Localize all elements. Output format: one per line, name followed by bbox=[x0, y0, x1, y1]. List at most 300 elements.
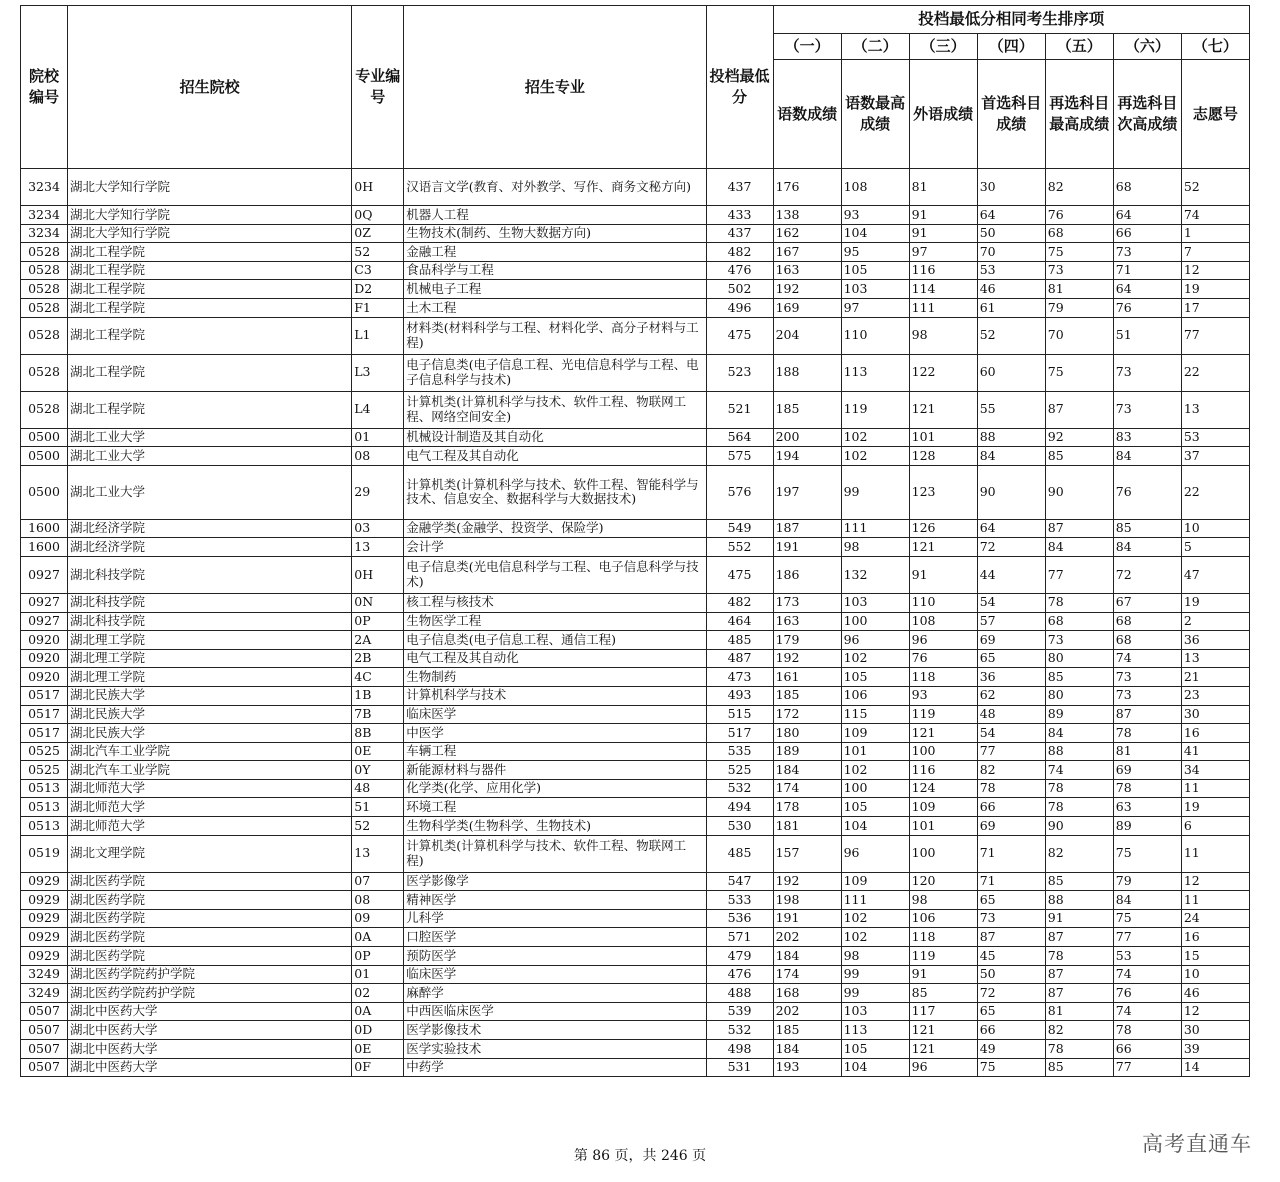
table-row bbox=[21, 909, 1250, 928]
order-1-cell: 191 bbox=[773, 909, 841, 928]
order-6-cell: 78 bbox=[1113, 724, 1181, 743]
major-code-cell: L3 bbox=[352, 354, 404, 391]
order-7-cell: 53 bbox=[1181, 428, 1249, 447]
min-score-cell: 539 bbox=[706, 1002, 773, 1021]
school-code-cell: 3234 bbox=[21, 169, 68, 206]
order-1-cell: 180 bbox=[773, 724, 841, 743]
table-row bbox=[21, 761, 1250, 780]
header-min-score: 投档最低分 bbox=[706, 6, 773, 169]
order-1-cell: 185 bbox=[773, 391, 841, 428]
order-6-cell: 87 bbox=[1113, 705, 1181, 724]
table-row bbox=[21, 317, 1250, 354]
order-1-cell: 188 bbox=[773, 354, 841, 391]
order-2-cell: 98 bbox=[841, 947, 909, 966]
order-4-cell: 36 bbox=[977, 668, 1045, 687]
order-4-cell: 60 bbox=[977, 354, 1045, 391]
order-7-cell: 41 bbox=[1181, 742, 1249, 761]
order-6-cell: 78 bbox=[1113, 779, 1181, 798]
order-5-cell: 91 bbox=[1045, 909, 1113, 928]
major-name-cell: 中医学 bbox=[404, 724, 706, 743]
order-3-cell: 96 bbox=[909, 1058, 977, 1077]
table-row bbox=[21, 465, 1250, 519]
order-5-cell: 79 bbox=[1045, 298, 1113, 317]
order-6-cell: 68 bbox=[1113, 612, 1181, 631]
table-row bbox=[21, 556, 1250, 593]
major-name-cell: 汉语言文学(教育、对外教学、写作、商务文秘方向) bbox=[404, 169, 706, 206]
school-code-cell: 0528 bbox=[21, 243, 68, 262]
school-name-cell: 湖北民族大学 bbox=[68, 724, 352, 743]
order-7-cell: 5 bbox=[1181, 538, 1249, 557]
school-code-cell: 0507 bbox=[21, 1021, 68, 1040]
major-code-cell: 02 bbox=[352, 984, 404, 1003]
order-4-cell: 49 bbox=[977, 1040, 1045, 1059]
order-4-cell: 64 bbox=[977, 206, 1045, 225]
order-5-cell: 75 bbox=[1045, 354, 1113, 391]
major-name-cell: 环境工程 bbox=[404, 798, 706, 817]
major-code-cell: 13 bbox=[352, 538, 404, 557]
min-score-cell: 494 bbox=[706, 798, 773, 817]
order-7-cell: 23 bbox=[1181, 686, 1249, 705]
order-6-cell: 74 bbox=[1113, 1002, 1181, 1021]
order-3-cell: 122 bbox=[909, 354, 977, 391]
order-1-cell: 187 bbox=[773, 519, 841, 538]
school-name-cell: 湖北师范大学 bbox=[68, 798, 352, 817]
major-name-cell: 金融学类(金融学、投资学、保险学) bbox=[404, 519, 706, 538]
order-7-cell: 47 bbox=[1181, 556, 1249, 593]
order-1-cell: 138 bbox=[773, 206, 841, 225]
table-row bbox=[21, 686, 1250, 705]
order-2-cell: 98 bbox=[841, 538, 909, 557]
order-2-cell: 96 bbox=[841, 631, 909, 650]
order-7-cell: 37 bbox=[1181, 447, 1249, 466]
major-name-cell: 新能源材料与器件 bbox=[404, 761, 706, 780]
order-4-cell: 65 bbox=[977, 649, 1045, 668]
school-code-cell: 0927 bbox=[21, 593, 68, 612]
order-2-cell: 105 bbox=[841, 1040, 909, 1059]
order-3-cell: 121 bbox=[909, 391, 977, 428]
order-6-cell: 64 bbox=[1113, 206, 1181, 225]
table-row bbox=[21, 891, 1250, 910]
major-name-cell: 电子信息类(电子信息工程、通信工程) bbox=[404, 631, 706, 650]
order-1-cell: 174 bbox=[773, 965, 841, 984]
order-3-cell: 76 bbox=[909, 649, 977, 668]
order-2-cell: 102 bbox=[841, 928, 909, 947]
order-1-cell: 162 bbox=[773, 224, 841, 243]
order-2-cell: 101 bbox=[841, 742, 909, 761]
min-score-cell: 485 bbox=[706, 631, 773, 650]
major-name-cell: 临床医学 bbox=[404, 965, 706, 984]
major-code-cell: 2A bbox=[352, 631, 404, 650]
major-name-cell: 口腔医学 bbox=[404, 928, 706, 947]
min-score-cell: 523 bbox=[706, 354, 773, 391]
order-1-cell: 176 bbox=[773, 169, 841, 206]
order-1-cell: 202 bbox=[773, 1002, 841, 1021]
order-6-cell: 89 bbox=[1113, 817, 1181, 836]
school-code-cell: 0929 bbox=[21, 928, 68, 947]
major-code-cell: 29 bbox=[352, 465, 404, 519]
order-2-cell: 97 bbox=[841, 298, 909, 317]
order-5-cell: 73 bbox=[1045, 261, 1113, 280]
major-name-cell: 会计学 bbox=[404, 538, 706, 557]
order-5-cell: 85 bbox=[1045, 447, 1113, 466]
major-code-cell: 0A bbox=[352, 1002, 404, 1021]
order-5-cell: 78 bbox=[1045, 593, 1113, 612]
order-5-cell: 80 bbox=[1045, 686, 1113, 705]
order-2-cell: 111 bbox=[841, 519, 909, 538]
order-6-cell: 53 bbox=[1113, 947, 1181, 966]
order-1-cell: 178 bbox=[773, 798, 841, 817]
order-7-cell: 19 bbox=[1181, 798, 1249, 817]
order-4-cell: 88 bbox=[977, 428, 1045, 447]
order-6-cell: 76 bbox=[1113, 298, 1181, 317]
major-code-cell: 03 bbox=[352, 519, 404, 538]
order-6-cell: 63 bbox=[1113, 798, 1181, 817]
major-code-cell: 08 bbox=[352, 447, 404, 466]
order-3-cell: 114 bbox=[909, 280, 977, 299]
table-row bbox=[21, 798, 1250, 817]
order-7-cell: 7 bbox=[1181, 243, 1249, 262]
order-1-cell: 198 bbox=[773, 891, 841, 910]
order-3-cell: 117 bbox=[909, 1002, 977, 1021]
order-6-cell: 79 bbox=[1113, 872, 1181, 891]
order-7-cell: 12 bbox=[1181, 872, 1249, 891]
order-2-cell: 105 bbox=[841, 668, 909, 687]
school-name-cell: 湖北经济学院 bbox=[68, 538, 352, 557]
order-7-cell: 15 bbox=[1181, 947, 1249, 966]
min-score-cell: 493 bbox=[706, 686, 773, 705]
school-code-cell: 0927 bbox=[21, 556, 68, 593]
order-4-cell: 30 bbox=[977, 169, 1045, 206]
min-score-cell: 549 bbox=[706, 519, 773, 538]
major-code-cell: L1 bbox=[352, 317, 404, 354]
school-code-cell: 0528 bbox=[21, 317, 68, 354]
order-4-cell: 70 bbox=[977, 243, 1045, 262]
table-row bbox=[21, 872, 1250, 891]
major-code-cell: D2 bbox=[352, 280, 404, 299]
major-code-cell: 0H bbox=[352, 169, 404, 206]
min-score-cell: 535 bbox=[706, 742, 773, 761]
order-5-cell: 70 bbox=[1045, 317, 1113, 354]
major-code-cell: 52 bbox=[352, 243, 404, 262]
school-code-cell: 3249 bbox=[21, 965, 68, 984]
major-name-cell: 土木工程 bbox=[404, 298, 706, 317]
header-order-item: 再选科目最高成绩 bbox=[1045, 60, 1113, 169]
order-6-cell: 51 bbox=[1113, 317, 1181, 354]
order-5-cell: 78 bbox=[1045, 798, 1113, 817]
order-5-cell: 78 bbox=[1045, 1040, 1113, 1059]
min-score-cell: 515 bbox=[706, 705, 773, 724]
school-name-cell: 湖北工业大学 bbox=[68, 428, 352, 447]
major-code-cell: 0Z bbox=[352, 224, 404, 243]
major-name-cell: 中药学 bbox=[404, 1058, 706, 1077]
order-2-cell: 95 bbox=[841, 243, 909, 262]
school-name-cell: 湖北医药学院 bbox=[68, 891, 352, 910]
school-name-cell: 湖北科技学院 bbox=[68, 612, 352, 631]
min-score-cell: 532 bbox=[706, 1021, 773, 1040]
order-5-cell: 85 bbox=[1045, 1058, 1113, 1077]
order-4-cell: 84 bbox=[977, 447, 1045, 466]
major-name-cell: 电气工程及其自动化 bbox=[404, 447, 706, 466]
major-name-cell: 预防医学 bbox=[404, 947, 706, 966]
major-code-cell: 0Y bbox=[352, 761, 404, 780]
header-major-code: 专业编号 bbox=[352, 6, 404, 169]
order-2-cell: 103 bbox=[841, 280, 909, 299]
order-7-cell: 34 bbox=[1181, 761, 1249, 780]
order-1-cell: 161 bbox=[773, 668, 841, 687]
major-name-cell: 金融工程 bbox=[404, 243, 706, 262]
order-2-cell: 99 bbox=[841, 984, 909, 1003]
major-name-cell: 麻醉学 bbox=[404, 984, 706, 1003]
order-5-cell: 84 bbox=[1045, 538, 1113, 557]
order-7-cell: 22 bbox=[1181, 354, 1249, 391]
table-row bbox=[21, 354, 1250, 391]
order-2-cell: 132 bbox=[841, 556, 909, 593]
min-score-cell: 575 bbox=[706, 447, 773, 466]
order-4-cell: 78 bbox=[977, 779, 1045, 798]
order-3-cell: 98 bbox=[909, 891, 977, 910]
order-1-cell: 186 bbox=[773, 556, 841, 593]
min-score-cell: 576 bbox=[706, 465, 773, 519]
header-order-item: 语数成绩 bbox=[773, 60, 841, 169]
order-4-cell: 69 bbox=[977, 817, 1045, 836]
order-4-cell: 50 bbox=[977, 965, 1045, 984]
order-4-cell: 66 bbox=[977, 798, 1045, 817]
min-score-cell: 533 bbox=[706, 891, 773, 910]
school-name-cell: 湖北中医药大学 bbox=[68, 1040, 352, 1059]
table-row bbox=[21, 742, 1250, 761]
order-3-cell: 120 bbox=[909, 872, 977, 891]
order-5-cell: 87 bbox=[1045, 984, 1113, 1003]
school-name-cell: 湖北工程学院 bbox=[68, 298, 352, 317]
major-name-cell: 计算机类(计算机科学与技术、软件工程、物联网工程、网络空间安全) bbox=[404, 391, 706, 428]
order-4-cell: 57 bbox=[977, 612, 1045, 631]
order-2-cell: 106 bbox=[841, 686, 909, 705]
order-6-cell: 75 bbox=[1113, 909, 1181, 928]
order-2-cell: 108 bbox=[841, 169, 909, 206]
order-2-cell: 109 bbox=[841, 724, 909, 743]
min-score-cell: 530 bbox=[706, 817, 773, 836]
table-row bbox=[21, 447, 1250, 466]
major-code-cell: 1B bbox=[352, 686, 404, 705]
header-order-label: （二） bbox=[841, 34, 909, 60]
order-5-cell: 82 bbox=[1045, 169, 1113, 206]
school-code-cell: 1600 bbox=[21, 519, 68, 538]
order-7-cell: 30 bbox=[1181, 1021, 1249, 1040]
header-major-name: 招生专业 bbox=[404, 6, 706, 169]
min-score-cell: 437 bbox=[706, 224, 773, 243]
order-1-cell: 172 bbox=[773, 705, 841, 724]
order-5-cell: 87 bbox=[1045, 519, 1113, 538]
order-4-cell: 48 bbox=[977, 705, 1045, 724]
table-body bbox=[21, 169, 1250, 1077]
min-score-cell: 547 bbox=[706, 872, 773, 891]
order-2-cell: 109 bbox=[841, 872, 909, 891]
order-1-cell: 192 bbox=[773, 280, 841, 299]
table-row bbox=[21, 817, 1250, 836]
major-code-cell: 09 bbox=[352, 909, 404, 928]
school-name-cell: 湖北中医药大学 bbox=[68, 1021, 352, 1040]
order-4-cell: 82 bbox=[977, 761, 1045, 780]
order-1-cell: 179 bbox=[773, 631, 841, 650]
order-7-cell: 24 bbox=[1181, 909, 1249, 928]
order-7-cell: 16 bbox=[1181, 724, 1249, 743]
order-2-cell: 102 bbox=[841, 428, 909, 447]
school-code-cell: 1600 bbox=[21, 538, 68, 557]
order-7-cell: 11 bbox=[1181, 891, 1249, 910]
order-4-cell: 71 bbox=[977, 872, 1045, 891]
school-code-cell: 0528 bbox=[21, 391, 68, 428]
order-1-cell: 169 bbox=[773, 298, 841, 317]
order-7-cell: 46 bbox=[1181, 984, 1249, 1003]
order-7-cell: 12 bbox=[1181, 1002, 1249, 1021]
order-1-cell: 184 bbox=[773, 947, 841, 966]
order-3-cell: 91 bbox=[909, 224, 977, 243]
order-5-cell: 92 bbox=[1045, 428, 1113, 447]
table-row bbox=[21, 593, 1250, 612]
table-row bbox=[21, 965, 1250, 984]
order-4-cell: 90 bbox=[977, 465, 1045, 519]
order-4-cell: 72 bbox=[977, 984, 1045, 1003]
school-name-cell: 湖北中医药大学 bbox=[68, 1002, 352, 1021]
order-3-cell: 123 bbox=[909, 465, 977, 519]
order-5-cell: 82 bbox=[1045, 835, 1113, 872]
order-5-cell: 87 bbox=[1045, 391, 1113, 428]
order-6-cell: 85 bbox=[1113, 519, 1181, 538]
school-code-cell: 0517 bbox=[21, 686, 68, 705]
school-name-cell: 湖北大学知行学院 bbox=[68, 169, 352, 206]
order-7-cell: 1 bbox=[1181, 224, 1249, 243]
order-3-cell: 108 bbox=[909, 612, 977, 631]
major-code-cell: 8B bbox=[352, 724, 404, 743]
order-3-cell: 116 bbox=[909, 261, 977, 280]
table-row bbox=[21, 1058, 1250, 1077]
order-4-cell: 54 bbox=[977, 593, 1045, 612]
min-score-cell: 482 bbox=[706, 593, 773, 612]
school-code-cell: 0519 bbox=[21, 835, 68, 872]
header-order-item: 外语成绩 bbox=[909, 60, 977, 169]
header-order-label: （一） bbox=[773, 34, 841, 60]
order-5-cell: 87 bbox=[1045, 928, 1113, 947]
major-code-cell: 08 bbox=[352, 891, 404, 910]
order-3-cell: 116 bbox=[909, 761, 977, 780]
order-7-cell: 74 bbox=[1181, 206, 1249, 225]
order-4-cell: 52 bbox=[977, 317, 1045, 354]
school-code-cell: 0920 bbox=[21, 631, 68, 650]
order-3-cell: 128 bbox=[909, 447, 977, 466]
order-4-cell: 77 bbox=[977, 742, 1045, 761]
table-row bbox=[21, 169, 1250, 206]
order-1-cell: 200 bbox=[773, 428, 841, 447]
table-row bbox=[21, 724, 1250, 743]
header-order-item: 再选科目次高成绩 bbox=[1113, 60, 1181, 169]
order-1-cell: 189 bbox=[773, 742, 841, 761]
order-2-cell: 96 bbox=[841, 835, 909, 872]
order-3-cell: 97 bbox=[909, 243, 977, 262]
order-5-cell: 78 bbox=[1045, 779, 1113, 798]
order-6-cell: 84 bbox=[1113, 447, 1181, 466]
school-code-cell: 0513 bbox=[21, 817, 68, 836]
major-code-cell: 0E bbox=[352, 1040, 404, 1059]
school-name-cell: 湖北民族大学 bbox=[68, 686, 352, 705]
order-5-cell: 78 bbox=[1045, 947, 1113, 966]
order-6-cell: 84 bbox=[1113, 538, 1181, 557]
major-name-cell: 精神医学 bbox=[404, 891, 706, 910]
school-code-cell: 0929 bbox=[21, 872, 68, 891]
major-code-cell: 01 bbox=[352, 428, 404, 447]
order-2-cell: 100 bbox=[841, 612, 909, 631]
major-name-cell: 生物制药 bbox=[404, 668, 706, 687]
order-6-cell: 66 bbox=[1113, 224, 1181, 243]
order-2-cell: 113 bbox=[841, 354, 909, 391]
order-7-cell: 6 bbox=[1181, 817, 1249, 836]
major-name-cell: 临床医学 bbox=[404, 705, 706, 724]
major-name-cell: 车辆工程 bbox=[404, 742, 706, 761]
order-1-cell: 193 bbox=[773, 1058, 841, 1077]
order-2-cell: 104 bbox=[841, 1058, 909, 1077]
order-3-cell: 93 bbox=[909, 686, 977, 705]
order-7-cell: 2 bbox=[1181, 612, 1249, 631]
order-1-cell: 163 bbox=[773, 612, 841, 631]
header-order-label: （三） bbox=[909, 34, 977, 60]
school-name-cell: 湖北工程学院 bbox=[68, 261, 352, 280]
major-code-cell: 0P bbox=[352, 612, 404, 631]
table-row bbox=[21, 538, 1250, 557]
order-6-cell: 81 bbox=[1113, 742, 1181, 761]
table-row bbox=[21, 947, 1250, 966]
major-code-cell: 0A bbox=[352, 928, 404, 947]
order-3-cell: 121 bbox=[909, 1021, 977, 1040]
order-5-cell: 90 bbox=[1045, 465, 1113, 519]
order-3-cell: 111 bbox=[909, 298, 977, 317]
order-1-cell: 167 bbox=[773, 243, 841, 262]
order-7-cell: 13 bbox=[1181, 391, 1249, 428]
major-code-cell: 0P bbox=[352, 947, 404, 966]
admission-score-table bbox=[20, 5, 1250, 1077]
school-name-cell: 湖北大学知行学院 bbox=[68, 224, 352, 243]
order-6-cell: 77 bbox=[1113, 1058, 1181, 1077]
school-code-cell: 0507 bbox=[21, 1002, 68, 1021]
table-row bbox=[21, 631, 1250, 650]
order-3-cell: 109 bbox=[909, 798, 977, 817]
order-7-cell: 77 bbox=[1181, 317, 1249, 354]
table-row bbox=[21, 519, 1250, 538]
major-code-cell: 0Q bbox=[352, 206, 404, 225]
major-name-cell: 计算机类(计算机科学与技术、软件工程、智能科学与技术、信息安全、数据科学与大数据技术) bbox=[404, 465, 706, 519]
min-score-cell: 496 bbox=[706, 298, 773, 317]
order-2-cell: 99 bbox=[841, 465, 909, 519]
order-1-cell: 157 bbox=[773, 835, 841, 872]
order-5-cell: 88 bbox=[1045, 891, 1113, 910]
min-score-cell: 498 bbox=[706, 1040, 773, 1059]
order-3-cell: 110 bbox=[909, 593, 977, 612]
school-name-cell: 湖北工业大学 bbox=[68, 447, 352, 466]
major-code-cell: 13 bbox=[352, 835, 404, 872]
table-row bbox=[21, 649, 1250, 668]
school-name-cell: 湖北大学知行学院 bbox=[68, 206, 352, 225]
order-4-cell: 73 bbox=[977, 909, 1045, 928]
min-score-cell: 437 bbox=[706, 169, 773, 206]
order-2-cell: 115 bbox=[841, 705, 909, 724]
order-2-cell: 93 bbox=[841, 206, 909, 225]
order-4-cell: 46 bbox=[977, 280, 1045, 299]
school-code-cell: 0507 bbox=[21, 1040, 68, 1059]
order-2-cell: 102 bbox=[841, 447, 909, 466]
order-2-cell: 102 bbox=[841, 649, 909, 668]
table-row bbox=[21, 224, 1250, 243]
order-2-cell: 111 bbox=[841, 891, 909, 910]
order-3-cell: 101 bbox=[909, 817, 977, 836]
order-4-cell: 50 bbox=[977, 224, 1045, 243]
